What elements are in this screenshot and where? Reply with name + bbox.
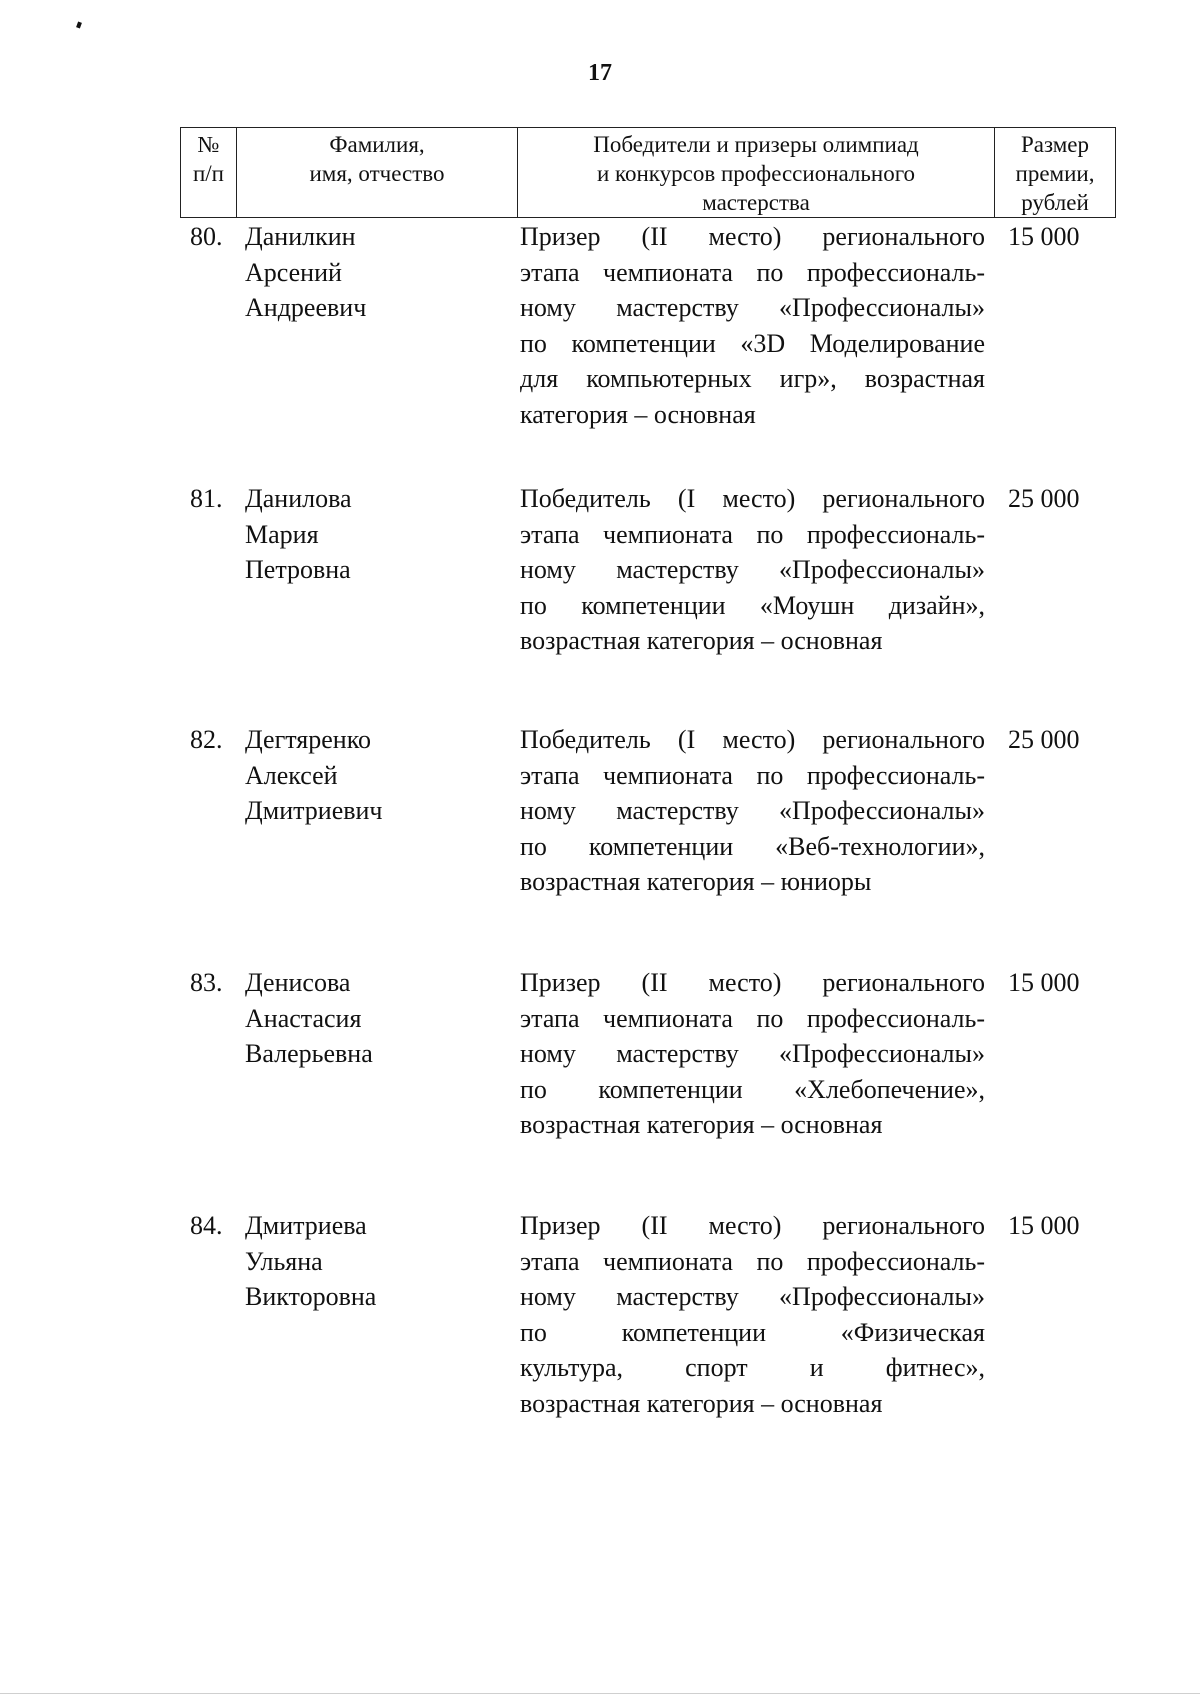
header-col-description <box>518 128 995 218</box>
entry-description-line: этапа чемпионата по профессиональ- <box>520 257 985 287</box>
entry-description <box>520 481 985 659</box>
entry-description-line: возрастная категория – основная <box>520 626 883 655</box>
entry-number: 80. <box>190 222 223 251</box>
entry-patronymic: Петровна <box>245 555 351 584</box>
entry-description-line: этапа чемпионата по профессиональ- <box>520 1246 985 1276</box>
entry-number: 81. <box>190 484 223 513</box>
header-col-description-line: мастерства <box>702 190 810 215</box>
entry-description-line: Победитель (I место) регионального <box>520 484 985 513</box>
scan-speck <box>76 21 82 28</box>
entry-patronymic: Викторовна <box>245 1282 377 1311</box>
page-number: 17 <box>588 60 612 86</box>
header-col-number-line: № <box>197 132 220 157</box>
entry-description-line: возрастная категория – юниоры <box>520 867 872 896</box>
entry-description-line: категория – основная <box>520 399 756 429</box>
entry-surname: Данилова <box>245 484 352 513</box>
entry-name <box>245 722 505 829</box>
entry-description-line: ному мастерству «Профессионалы» <box>520 1282 985 1311</box>
entry-prize: 15 000 <box>1008 1211 1080 1240</box>
header-col-name-line: имя, отчество <box>309 161 445 186</box>
entry-name <box>245 1208 505 1315</box>
entry-description <box>520 219 985 432</box>
header-col-prize-line: премии, <box>1015 161 1095 186</box>
entry-first-name: Анастасия <box>245 1003 362 1033</box>
entry-name <box>245 219 505 326</box>
header-col-name-line: Фамилия, <box>329 132 425 157</box>
entry-description-line: по компетенции «Физическая <box>520 1317 985 1347</box>
scan-edge-line <box>0 1693 1200 1694</box>
header-col-number-line: п/п <box>192 161 224 186</box>
entry-description-line: ному мастерству «Профессионалы» <box>520 1039 985 1068</box>
entry-number: 84. <box>190 1211 223 1240</box>
entry-description <box>520 965 985 1143</box>
entry-description-line: ному мастерству «Профессионалы» <box>520 293 985 322</box>
entry-description-line: этапа чемпионата по профессиональ- <box>520 519 985 549</box>
entry-prize: 15 000 <box>1008 968 1080 997</box>
entry-description-line: по компетенции «Веб-технологии», <box>520 831 985 861</box>
entry-description-line: по компетенции «Моушн дизайн», <box>520 590 985 620</box>
entry-description-line: Призер (II место) регионального <box>520 222 985 251</box>
entry-surname: Дегтяренко <box>245 725 372 754</box>
table-header <box>180 127 1116 218</box>
header-col-prize-line: Размер <box>1020 132 1090 157</box>
entry-name <box>245 481 505 588</box>
entry-patronymic: Дмитриевич <box>245 796 383 825</box>
entry-number: 83. <box>190 968 223 997</box>
entry-first-name: Алексей <box>245 760 338 790</box>
header-col-name <box>237 128 518 218</box>
entry-name <box>245 965 505 1072</box>
entry-description-line: ному мастерству «Профессионалы» <box>520 555 985 584</box>
entry-prize: 15 000 <box>1008 222 1080 251</box>
entry-patronymic: Валерьевна <box>245 1039 373 1068</box>
entry-description <box>520 722 985 900</box>
entry-number: 82. <box>190 725 223 754</box>
header-col-description-line: и конкурсов профессионального <box>596 161 916 186</box>
entry-description-line: возрастная категория – основная <box>520 1388 883 1418</box>
entry-description-line: по компетенции «3D Моделирование <box>520 328 985 358</box>
entry-description-line: Победитель (I место) регионального <box>520 725 985 754</box>
entry-description-line: по компетенции «Хлебопечение», <box>520 1074 985 1104</box>
entry-description-line: этапа чемпионата по профессиональ- <box>520 760 985 790</box>
header-col-description-line: Победители и призеры олимпиад <box>593 132 919 157</box>
entry-description <box>520 1208 985 1421</box>
entry-first-name: Ульяна <box>245 1246 323 1276</box>
entry-patronymic: Андреевич <box>245 293 367 322</box>
entry-description-line: Призер (II место) регионального <box>520 1211 985 1240</box>
entry-first-name: Арсений <box>245 257 342 287</box>
entry-surname: Дмитриева <box>245 1211 367 1240</box>
header-col-prize-line: рублей <box>1021 190 1089 215</box>
entry-description-line: Призер (II место) регионального <box>520 968 985 997</box>
entry-prize: 25 000 <box>1008 484 1080 513</box>
entry-surname: Данилкин <box>245 222 356 251</box>
entry-description-line: этапа чемпионата по профессиональ- <box>520 1003 985 1033</box>
entry-description-line: ному мастерству «Профессионалы» <box>520 796 985 825</box>
entry-prize: 25 000 <box>1008 725 1080 754</box>
entry-description-line: возрастная категория – основная <box>520 1110 883 1139</box>
header-col-prize <box>995 128 1116 218</box>
entry-first-name: Мария <box>245 519 319 549</box>
entry-surname: Денисова <box>245 968 351 997</box>
entry-description-line: культура, спорт и фитнес», <box>520 1353 985 1382</box>
entry-description-line: для компьютерных игр», возрастная <box>520 364 985 393</box>
header-col-number <box>181 128 237 218</box>
